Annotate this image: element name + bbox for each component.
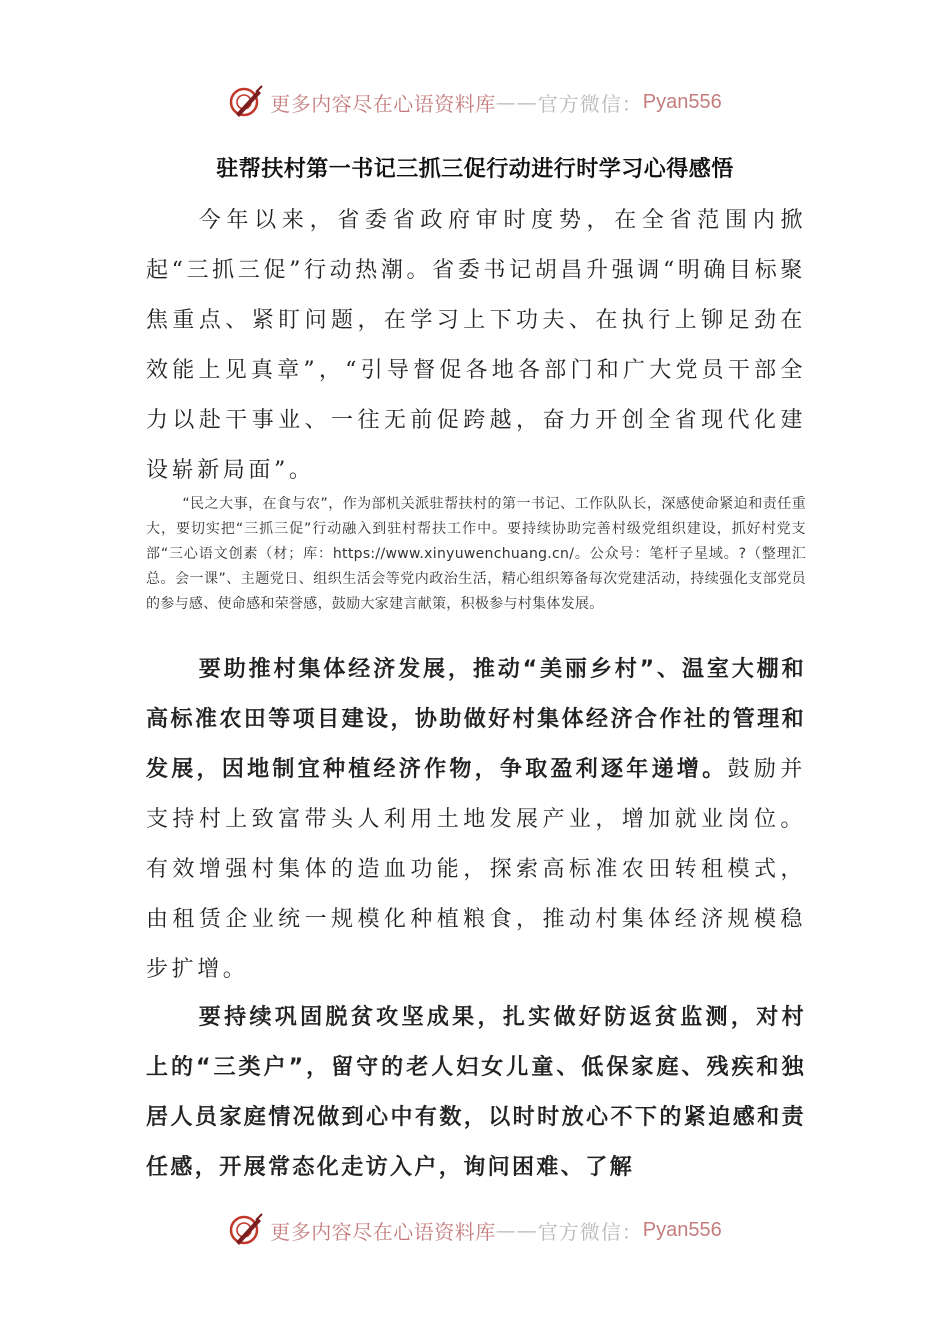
document-title: 驻帮扶村第一书记三抓三促行动进行时学习心得感悟 — [216, 157, 734, 182]
paragraph-collective-economy — [146, 645, 806, 995]
paragraph-party-building-text: “民之大事，在食与农”，作为部机关派驻帮扶村的第一书记、工作队队长，深感使命紧迫和责任重大，要切实把“三抓三促”行动融入到驻村帮扶工作中。要持续协助完善村级党组织建设，抓好村党支部“三心语文创素（材；库：https://www.xinyuwenchuang.cn/。公众号：笔杆子星域。?（整理汇总。会一课”、主题党日、组织生活会等党内政治生活，精心组织筹备每次党建活动，持续强化支部党员的参与感、使命感和荣誉感，鼓励大家建言献策，积极参与村集体发展。 — [146, 496, 806, 612]
header-site-text: 更多内容尽在心语资料库 — [270, 91, 496, 116]
paragraph-poverty-consolidation-lead: 要持续巩固脱贫攻坚成果，扎实做好防返贫监测， — [198, 1005, 757, 1030]
footer-dash: —— — [495, 1218, 538, 1242]
paragraph-collective-economy-lead: 要助推村集体经济发展，推动“美丽乡村”、温室大棚和高标准农田等项目建设，协助做好村集体经济合作社的管理和发展，因地制宜种植经济作物，争取盈利逐年递增。 — [146, 657, 806, 782]
header-dash: —— — [495, 90, 538, 114]
footer-banner — [0, 1206, 950, 1254]
paragraph-collective-economy-body: 鼓励并支持村上致富带头人利用土地发展产业，增加就业岗位。有效增强村集体的造血功能，探索高标准农田转租模式，由租赁企业统一规模化种植粮食，推动村集体经济规模稳步扩增。 — [146, 757, 806, 982]
pen-logo-icon — [228, 1212, 264, 1248]
paragraph-party-building — [146, 492, 806, 617]
footer-wechat-id: Pyan556 — [642, 1218, 722, 1241]
header-wechat-id: Pyan556 — [642, 90, 722, 113]
header-banner — [0, 78, 950, 126]
paragraph-poverty-consolidation-body: 对村上的“三类户”，留守的老人妇女儿童、低保家庭、残疾和独居人员家庭情况做到心中有数，以时时放心不下的紧迫感和责任感，开展常态化走访入户，询问困难、了解 — [146, 1005, 806, 1180]
pen-logo-icon — [228, 84, 264, 120]
footer-site-text: 更多内容尽在心语资料库 — [270, 1219, 496, 1244]
paragraph-poverty-consolidation — [146, 993, 806, 1193]
paragraph-intro — [146, 196, 806, 496]
paragraph-intro-text: 今年以来，省委省政府审时度势，在全省范围内掀起“三抓三促”行动热潮。省委书记胡昌升强调“明确目标聚焦重点、紧盯问题，在学习上下功夫、在执行上铆足劲在效能上见真章”，“引导督促各地各部门和广大党员干部全力以赴干事业、一往无前促跨越，奋力开创全省现代化建设崭新局面”。 — [146, 208, 806, 483]
header-wechat-label: 官方微信： — [537, 91, 643, 116]
footer-wechat-label: 官方微信： — [537, 1219, 643, 1244]
